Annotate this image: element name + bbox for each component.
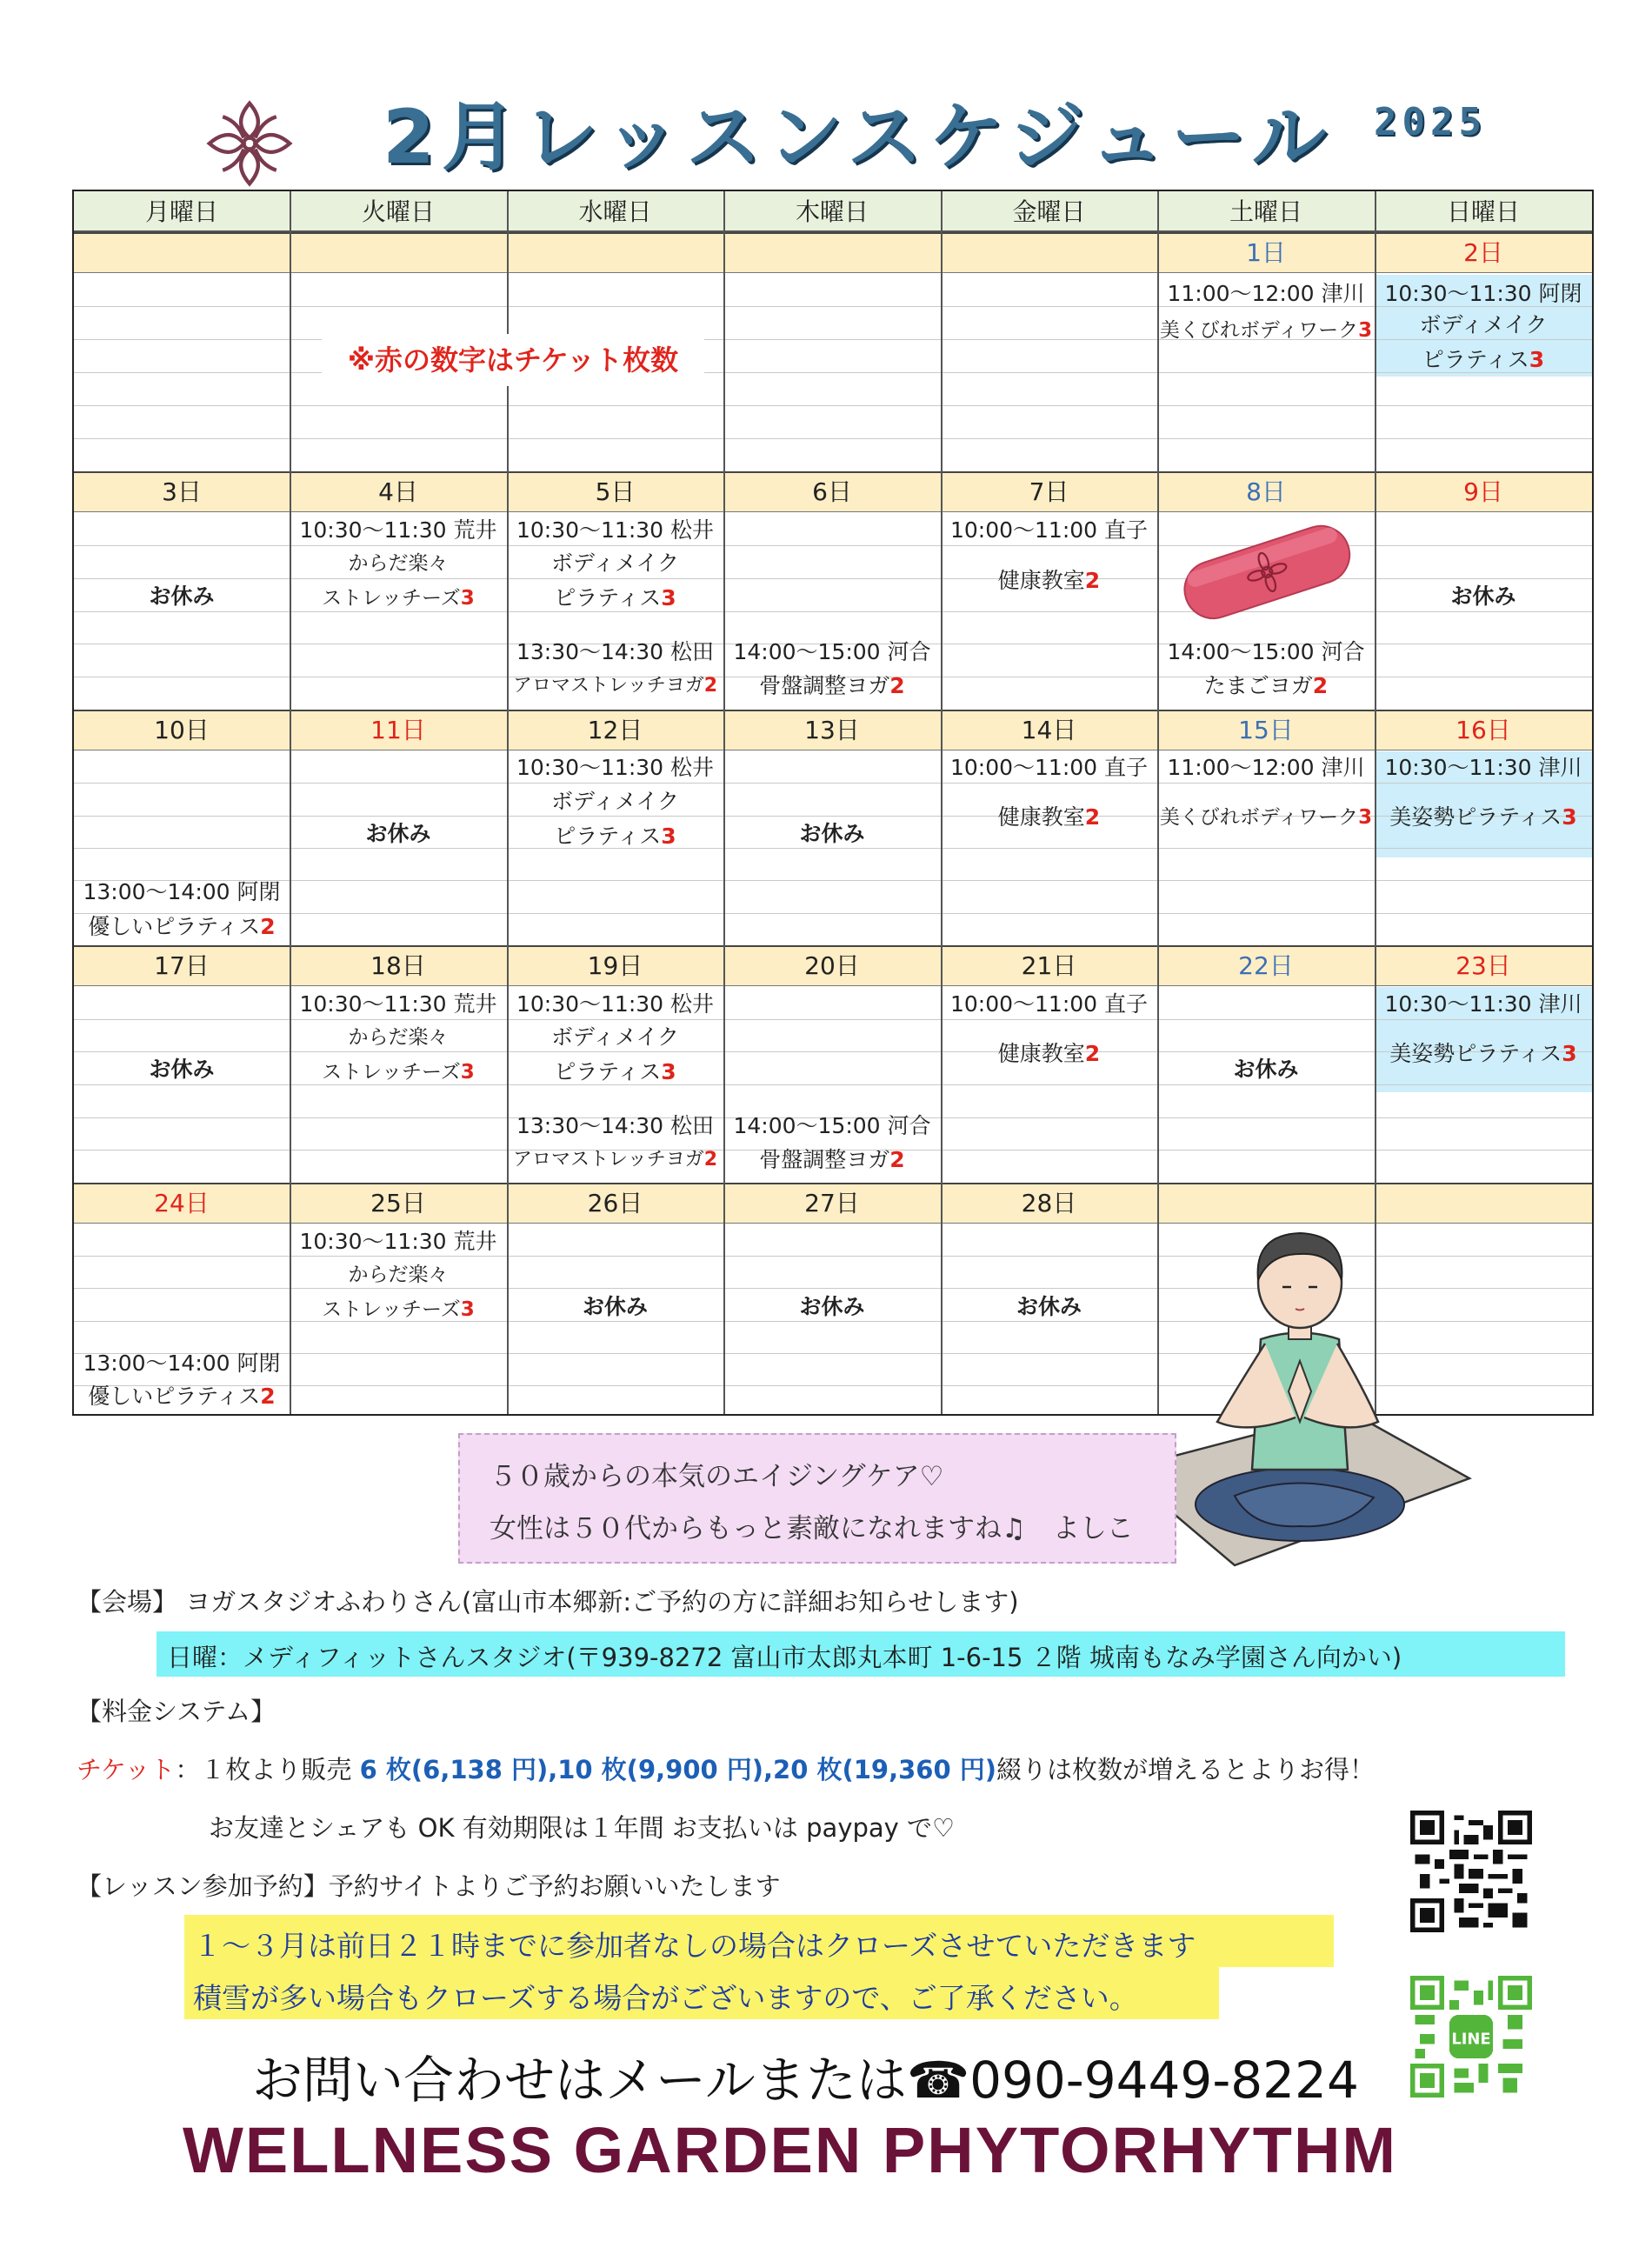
class-name: 優しいピラティス2	[88, 1384, 276, 1409]
date-label: 19日	[587, 951, 643, 980]
class-time: 10:00～11:00 直子	[949, 517, 1149, 543]
class-name: 美くびれボディワーク3	[1159, 319, 1373, 342]
line-qr-code[interactable]	[1410, 1976, 1532, 2098]
venue-text: 【会場】 ヨガスタジオふわりさん(富山市本郷新:ご予約の方に詳細お知らせします)	[77, 1587, 1019, 1617]
day-header: 木曜日	[795, 197, 869, 226]
date-label: 4日	[378, 477, 418, 506]
ruled-line	[74, 913, 1592, 914]
message-line: ５０歳からの本気のエイジングケア♡	[490, 1461, 944, 1492]
date-label: 21日	[1021, 951, 1077, 980]
class-name: ピラティス3	[1422, 347, 1545, 372]
class-name: ボディメイク	[1419, 312, 1548, 337]
class-name: ピラティス3	[554, 824, 676, 849]
class-time: 14:00～15:00 河合	[1167, 639, 1365, 664]
day-off-label: お休み	[799, 1294, 865, 1319]
class-name: 優しいピラティス2	[88, 914, 276, 939]
ruled-line	[74, 405, 1592, 406]
ruled-line	[74, 880, 1592, 881]
day-off-label: お休み	[1233, 1057, 1299, 1082]
class-name: 健康教室2	[997, 804, 1101, 830]
ruled-line	[74, 438, 1592, 439]
day-header: 火曜日	[361, 197, 435, 226]
class-name: ストレッチーズ3	[322, 1061, 475, 1084]
brand-name: WELLNESS GARDEN PHYTORHYTHM	[183, 2114, 1398, 2186]
class-time: 10:00～11:00 直子	[949, 755, 1149, 780]
class-name: ピラティス3	[554, 1059, 676, 1084]
class-name: ピラティス3	[554, 585, 676, 610]
class-time: 10:30～11:30 荒井	[299, 1229, 497, 1254]
class-time: 10:30～11:30 阿閉	[1384, 281, 1582, 306]
flower-logo-icon	[202, 96, 297, 191]
class-time: 13:30～14:30 松田	[516, 639, 715, 664]
date-label: 9日	[1463, 477, 1503, 506]
date-label: 8日	[1246, 477, 1286, 506]
class-name: アロマストレッチヨガ2	[512, 675, 718, 697]
day-off-label: お休み	[149, 584, 215, 609]
class-time: 10:30～11:30 津川	[1384, 991, 1582, 1017]
date-label: 27日	[804, 1189, 860, 1217]
date-label: 5日	[595, 477, 636, 506]
class-name: 健康教室2	[997, 1041, 1101, 1066]
date-label: 3日	[162, 477, 202, 506]
date-label: 1日	[1246, 238, 1286, 267]
ticket-line: チケット：１枚より販売 6 枚(6,138 円),10 枚(9,900 円),20 枚(19,360 円)綴りは枚数が増えるとよりお得！	[77, 1755, 1376, 1784]
class-name: 美くびれボディワーク3	[1159, 806, 1373, 829]
date-label: 6日	[812, 477, 852, 506]
day-off-label: お休み	[365, 821, 431, 846]
line-logo-label: LINE	[1451, 2030, 1491, 2049]
class-name: アロマストレッチヨガ2	[512, 1149, 718, 1171]
close-notice-2: 積雪が多い場合もクローズする場合がございますので、ご了承ください。	[193, 1981, 1138, 2015]
date-label: 11日	[370, 716, 426, 744]
date-label: 25日	[370, 1189, 426, 1217]
sunday-venue-text: 日曜：メディフィットさんスタジオ(〒939-8272 富山市太郎丸本町 1-6-15 ２階 城南もなみ学園さん向かい)	[167, 1643, 1402, 1672]
class-name: 骨盤調整ヨガ2	[759, 1147, 905, 1172]
class-name: 美姿勢ピラティス3	[1389, 804, 1577, 830]
class-name: ストレッチーズ3	[322, 587, 475, 610]
class-time: 10:30～11:30 松井	[516, 517, 715, 543]
class-time: 13:00～14:00 阿閉	[83, 879, 281, 904]
class-name: からだ楽々	[348, 1026, 449, 1049]
class-time: 13:30～14:30 松田	[516, 1113, 715, 1138]
date-label: 12日	[587, 716, 643, 744]
class-time: 14:00～15:00 河合	[733, 1113, 931, 1138]
year-label: 2025	[1374, 100, 1487, 144]
class-time: 10:00～11:00 直子	[949, 991, 1149, 1017]
class-name: 骨盤調整ヨガ2	[759, 673, 905, 698]
class-name: ボディメイク	[550, 1024, 679, 1050]
date-label: 22日	[1238, 951, 1294, 980]
class-name: たまごヨガ2	[1203, 673, 1329, 698]
date-label: 23日	[1455, 951, 1511, 980]
class-time: 11:00～12:00 津川	[1167, 281, 1365, 306]
day-off-label: お休み	[149, 1057, 215, 1082]
class-name: からだ楽々	[348, 1264, 449, 1286]
class-time: 10:30～11:30 荒井	[299, 517, 497, 543]
class-name: 美姿勢ピラティス3	[1389, 1041, 1577, 1066]
ruled-line	[74, 372, 1592, 373]
date-label: 17日	[154, 951, 210, 980]
class-name: ボディメイク	[550, 789, 679, 814]
day-off-label: お休み	[1450, 584, 1516, 609]
col-divider	[723, 191, 725, 1414]
class-name: からだ楽々	[348, 552, 449, 575]
message-box	[458, 1433, 1176, 1564]
date-label: 15日	[1238, 716, 1294, 744]
class-time: 13:00～14:00 阿閉	[83, 1351, 281, 1376]
day-off-label: お休み	[1016, 1294, 1082, 1319]
contact-phone: お問い合わせはメールまたは☎090-9449-8224	[252, 2051, 1359, 2110]
date-label: 20日	[804, 951, 860, 980]
day-header: 金曜日	[1012, 197, 1086, 226]
date-label: 28日	[1021, 1189, 1077, 1217]
date-label: 7日	[1029, 477, 1069, 506]
day-off-label: お休み	[799, 821, 865, 846]
date-label: 10日	[154, 716, 210, 744]
date-label: 18日	[370, 951, 426, 980]
class-name: ボディメイク	[550, 550, 679, 576]
class-time: 10:30～11:30 松井	[516, 991, 715, 1017]
class-name: 健康教室2	[997, 568, 1101, 593]
day-header: 日曜日	[1446, 197, 1520, 226]
class-name: ストレッチーズ3	[322, 1298, 475, 1321]
date-label: 14日	[1021, 716, 1077, 744]
class-time: 10:30～11:30 松井	[516, 755, 715, 780]
day-header: 土曜日	[1229, 197, 1302, 226]
close-notice-1: １～３月は前日２１時までに参加者なしの場合はクローズさせていただきます	[193, 1929, 1196, 1963]
day-header: 水曜日	[578, 197, 652, 226]
date-label: 24日	[154, 1189, 210, 1217]
date-label: 13日	[804, 716, 860, 744]
fee-title: 【料金システム】	[77, 1697, 276, 1726]
page-title: 2月レッスンスケジュール	[383, 94, 1334, 181]
date-label: 2日	[1463, 238, 1503, 267]
class-time: 11:00～12:00 津川	[1167, 755, 1365, 780]
message-line: 女性は５０代からもっと素敵になれますね♫ よしこ	[490, 1513, 1134, 1544]
reserve-text: 【レッスン参加予約】予約サイトよりご予約お願いいたします	[77, 1871, 781, 1901]
reservation-qr-code[interactable]	[1410, 1811, 1532, 1932]
class-time: 10:30～11:30 津川	[1384, 755, 1582, 780]
class-time: 10:30～11:30 荒井	[299, 991, 497, 1017]
ticket-count-notice: ※赤の数字はチケット枚数	[322, 334, 704, 386]
day-header: 月曜日	[144, 197, 218, 226]
date-label: 16日	[1455, 716, 1511, 744]
yoga-mat-icon	[1171, 517, 1362, 626]
day-off-label: お休み	[582, 1294, 648, 1319]
share-text: お友達とシェアも OK 有効期限は１年間 お支払いは paypay で♡	[209, 1813, 956, 1843]
class-time: 14:00～15:00 河合	[733, 639, 931, 664]
date-label: 26日	[587, 1189, 643, 1217]
